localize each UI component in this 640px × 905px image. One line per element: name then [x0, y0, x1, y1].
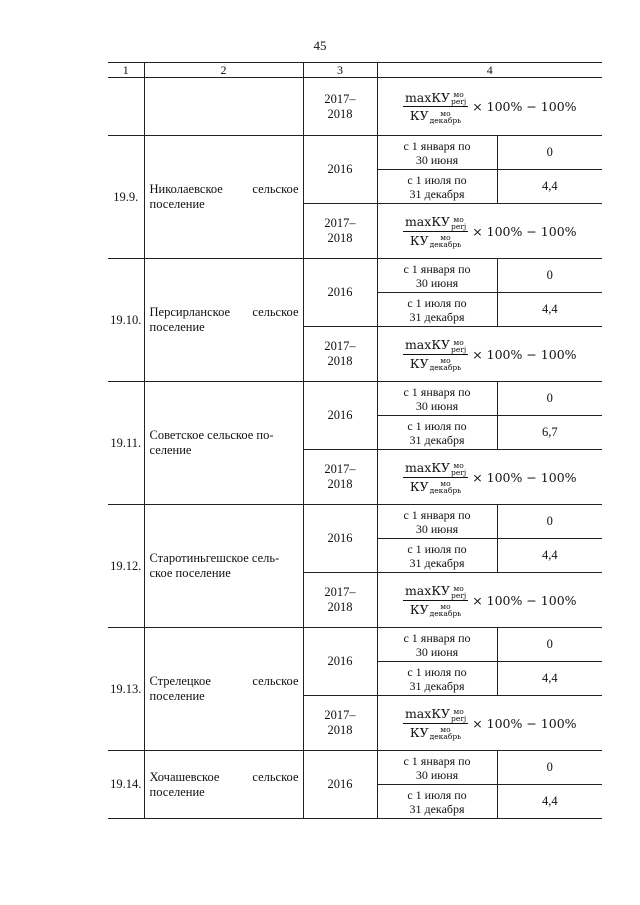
ratio-formula — [403, 460, 577, 494]
formula-max: max — [404, 583, 432, 599]
formula-sub: perj — [451, 344, 467, 354]
formula-max: max — [404, 89, 432, 105]
formula-sup: мо — [440, 233, 451, 243]
formula-max: max — [404, 337, 432, 353]
header-col-4: 4 — [377, 63, 602, 78]
ratio-formula — [403, 90, 577, 124]
cell-period: с 1 июля по 31 декабря — [377, 170, 497, 204]
cell-year: 2016 — [303, 751, 377, 819]
cell-value: 0 — [497, 628, 602, 662]
formula-numerator — [403, 706, 468, 724]
formula-denominator — [408, 478, 463, 495]
formula-sub: декабрь — [429, 486, 462, 496]
formula-sub: декабрь — [429, 609, 462, 619]
formula-fraction — [403, 583, 468, 617]
cell-value: 4,4 — [497, 539, 602, 573]
header-col-3: 3 — [303, 63, 377, 78]
formula-denominator — [408, 107, 463, 124]
settlement-name: Стрелецкое сельское поселение — [149, 674, 299, 704]
cell-formula — [377, 450, 602, 505]
formula-denominator — [408, 355, 463, 372]
cell-year: 2016 — [303, 382, 377, 450]
formula-sub: perj — [451, 467, 467, 477]
header-col-2: 2 — [144, 63, 303, 78]
cell-num: 19.14. — [108, 751, 144, 819]
formula-sup: мо — [440, 602, 451, 612]
formula-numerator — [403, 583, 468, 601]
formula-fraction — [403, 337, 468, 371]
cell-formula — [377, 696, 602, 751]
formula-tail: × 100% − 100% — [472, 223, 577, 239]
formula-numerator — [403, 460, 468, 478]
cell-period: с 1 января по 30 июня — [377, 751, 497, 785]
formula-fraction — [403, 90, 468, 124]
cell-period: с 1 января по 30 июня — [377, 136, 497, 170]
formula-sub: perj — [451, 590, 467, 600]
table-body — [108, 63, 602, 819]
formula-sub: perj — [451, 221, 467, 231]
formula-ku: КУ — [431, 583, 451, 599]
cell-period: с 1 января по 30 июня — [377, 259, 497, 293]
formula-fraction — [403, 460, 468, 494]
cell-name — [144, 382, 303, 505]
formula-ku: КУ — [431, 706, 451, 722]
settlement-name: Николаевское сельское поселение — [149, 182, 299, 212]
formula-sub: декабрь — [429, 240, 462, 250]
cell-value: 4,4 — [497, 662, 602, 696]
formula-max: max — [404, 706, 432, 722]
cell-year: 2017– 2018 — [303, 78, 377, 136]
formula-numerator — [403, 214, 468, 232]
settlement-name: Персирланское сельское поселение — [149, 305, 299, 335]
cell-year: 2017– 2018 — [303, 204, 377, 259]
cell-year: 2017– 2018 — [303, 327, 377, 382]
table-row — [108, 505, 602, 539]
formula-tail: × 100% − 100% — [472, 592, 577, 608]
cell-period: с 1 января по 30 июня — [377, 382, 497, 416]
formula-sub: perj — [451, 97, 467, 107]
formula-sub: декабрь — [429, 363, 462, 373]
formula-sup: мо — [453, 460, 464, 470]
table-row — [108, 136, 602, 170]
formula-tail: × 100% − 100% — [472, 346, 577, 362]
cell-name — [144, 628, 303, 751]
cell-num: 19.9. — [108, 136, 144, 259]
cell-period: с 1 января по 30 июня — [377, 628, 497, 662]
formula-denominator — [408, 724, 463, 741]
cell-name — [144, 78, 303, 136]
formula-ku: КУ — [431, 214, 451, 230]
tariff-table — [108, 62, 602, 819]
cell-num: 19.13. — [108, 628, 144, 751]
cell-value: 4,4 — [497, 170, 602, 204]
formula-ku: КУ — [431, 460, 451, 476]
ratio-formula — [403, 337, 577, 371]
cell-value: 0 — [497, 505, 602, 539]
formula-tail: × 100% − 100% — [472, 469, 577, 485]
formula-max: max — [404, 214, 432, 230]
formula-max: max — [404, 460, 432, 476]
cell-name — [144, 259, 303, 382]
table-row — [108, 259, 602, 293]
page-number: 45 — [313, 38, 327, 53]
formula-ku: КУ — [409, 355, 429, 371]
formula-fraction — [403, 214, 468, 248]
cell-period: с 1 июля по 31 декабря — [377, 293, 497, 327]
cell-value: 6,7 — [497, 416, 602, 450]
cell-year: 2017– 2018 — [303, 696, 377, 751]
cell-period: с 1 июля по 31 декабря — [377, 539, 497, 573]
table-row — [108, 628, 602, 662]
formula-fraction — [403, 706, 468, 740]
cell-period: с 1 июля по 31 декабря — [377, 416, 497, 450]
table-row — [108, 382, 602, 416]
cell-value: 0 — [497, 136, 602, 170]
ratio-formula — [403, 214, 577, 248]
cell-num — [108, 78, 144, 136]
cell-value: 0 — [497, 259, 602, 293]
formula-sup: мо — [453, 337, 464, 347]
cell-period: с 1 января по 30 июня — [377, 505, 497, 539]
cell-period: с 1 июля по 31 декабря — [377, 662, 497, 696]
ratio-formula — [403, 583, 577, 617]
cell-period: с 1 июля по 31 декабря — [377, 785, 497, 819]
cell-value: 4,4 — [497, 293, 602, 327]
cell-formula — [377, 204, 602, 259]
formula-sub: декабрь — [429, 732, 462, 742]
cell-year: 2016 — [303, 136, 377, 204]
cell-year: 2016 — [303, 628, 377, 696]
formula-ku: КУ — [409, 232, 429, 248]
formula-numerator — [403, 337, 468, 355]
settlement-name: Хочашевское сельское поселение — [149, 769, 299, 799]
cell-num: 19.10. — [108, 259, 144, 382]
settlement-name: Советское сельское по- селение — [149, 428, 274, 458]
cell-year: 2016 — [303, 505, 377, 573]
formula-ku: КУ — [409, 108, 429, 124]
settlement-name: Старотиньгешское сель- ское поселение — [149, 551, 280, 581]
cell-name — [144, 505, 303, 628]
cell-value: 0 — [497, 751, 602, 785]
formula-ku: КУ — [409, 478, 429, 494]
formula-tail: × 100% − 100% — [472, 99, 577, 115]
formula-sub: декабрь — [429, 115, 462, 125]
formula-denominator — [408, 232, 463, 249]
table-row — [108, 751, 602, 785]
formula-sup: мо — [453, 706, 464, 716]
formula-sup: мо — [440, 108, 451, 118]
formula-numerator — [403, 90, 468, 108]
cell-year: 2017– 2018 — [303, 450, 377, 505]
formula-sup: мо — [440, 725, 451, 735]
header-col-1: 1 — [108, 63, 144, 78]
formula-ku: КУ — [409, 724, 429, 740]
cell-name — [144, 136, 303, 259]
formula-sup: мо — [453, 583, 464, 593]
cell-formula — [377, 327, 602, 382]
cell-num: 19.11. — [108, 382, 144, 505]
formula-ku: КУ — [431, 337, 451, 353]
formula-sup: мо — [453, 214, 464, 224]
cell-value: 4,4 — [497, 785, 602, 819]
formula-tail: × 100% − 100% — [472, 715, 577, 731]
cell-formula — [377, 573, 602, 628]
formula-sub: perj — [451, 713, 467, 723]
formula-ku: КУ — [431, 89, 451, 105]
formula-sup: мо — [440, 479, 451, 489]
cell-year: 2016 — [303, 259, 377, 327]
cell-value: 0 — [497, 382, 602, 416]
ratio-formula — [403, 706, 577, 740]
formula-sup: мо — [440, 356, 451, 366]
cell-formula — [377, 78, 602, 136]
header-row — [108, 63, 602, 78]
cell-name — [144, 751, 303, 819]
formula-denominator — [408, 601, 463, 618]
formula-ku: КУ — [409, 601, 429, 617]
formula-sup: мо — [453, 90, 464, 100]
table-row — [108, 78, 602, 136]
cell-year: 2017– 2018 — [303, 573, 377, 628]
cell-num: 19.12. — [108, 505, 144, 628]
